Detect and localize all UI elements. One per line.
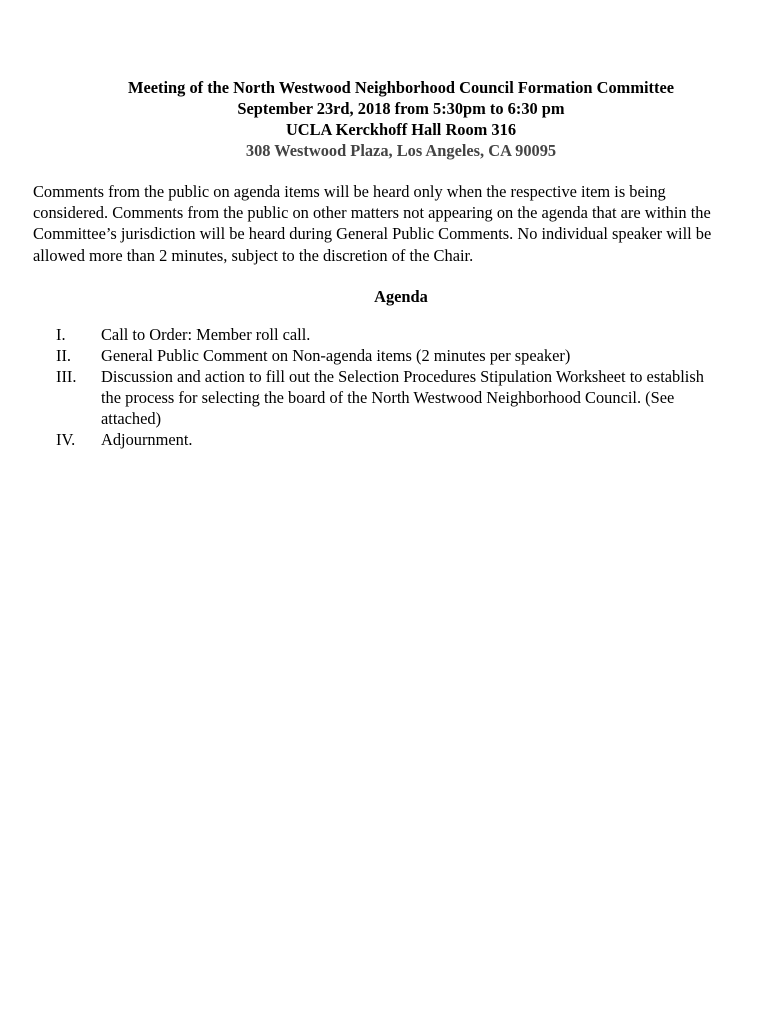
agenda-item-line: the process for selecting the board of the North Westwood Neighborhood Council. (See <box>101 387 675 407</box>
agenda-item-adjournment <box>0 430 770 451</box>
agenda-item-public-comment <box>0 346 770 367</box>
public-comment-notice <box>33 181 767 266</box>
notice-line: allowed more than 2 minutes, subject to the discretion of the Chair. <box>33 245 474 265</box>
agenda-item-number: I. <box>56 325 66 344</box>
agenda-item-number: II. <box>56 345 72 365</box>
meeting-datetime: September 23rd, 2018 from 5:30pm to 6:30 pm <box>237 99 565 118</box>
agenda-item-line: General Public Comment on Non-agenda items (2 minutes per speaker) <box>101 345 571 365</box>
agenda-heading: Agenda <box>374 287 428 306</box>
agenda-item-line: Discussion and action to fill out the Selection Procedures Stipulation Worksheet to establish <box>101 366 704 386</box>
notice-line: Committee’s jurisdiction will be heard during General Public Comments. No individual speaker will be <box>33 224 712 244</box>
agenda-item-worksheet-discussion <box>0 367 770 430</box>
agenda-item-call-to-order <box>0 325 770 346</box>
agenda-item-line: Adjournment. <box>101 429 193 449</box>
agenda-item-line: attached) <box>101 408 162 428</box>
agenda-item-number: III. <box>56 366 77 386</box>
agenda-item-text <box>101 430 770 451</box>
agenda-item-text <box>101 346 770 367</box>
agenda-item-line: Call to Order: Member roll call. <box>101 325 311 344</box>
meeting-address: 308 Westwood Plaza, Los Angeles, CA 90095 <box>245 141 557 160</box>
notice-line: Comments from the public on agenda items will be heard only when the respective item is being <box>33 182 666 201</box>
meeting-location: UCLA Kerckhoff Hall Room 316 <box>285 120 517 139</box>
agenda-list <box>0 325 770 450</box>
meeting-header <box>0 77 770 161</box>
agenda-item-number: IV. <box>56 429 76 449</box>
agenda-item-text <box>101 367 770 430</box>
notice-line: considered. Comments from the public on other matters not appearing on the agenda that are within the <box>33 203 711 223</box>
meeting-title: Meeting of the North Westwood Neighborhood Council Formation Committee <box>128 78 674 97</box>
agenda-item-text <box>101 325 770 346</box>
